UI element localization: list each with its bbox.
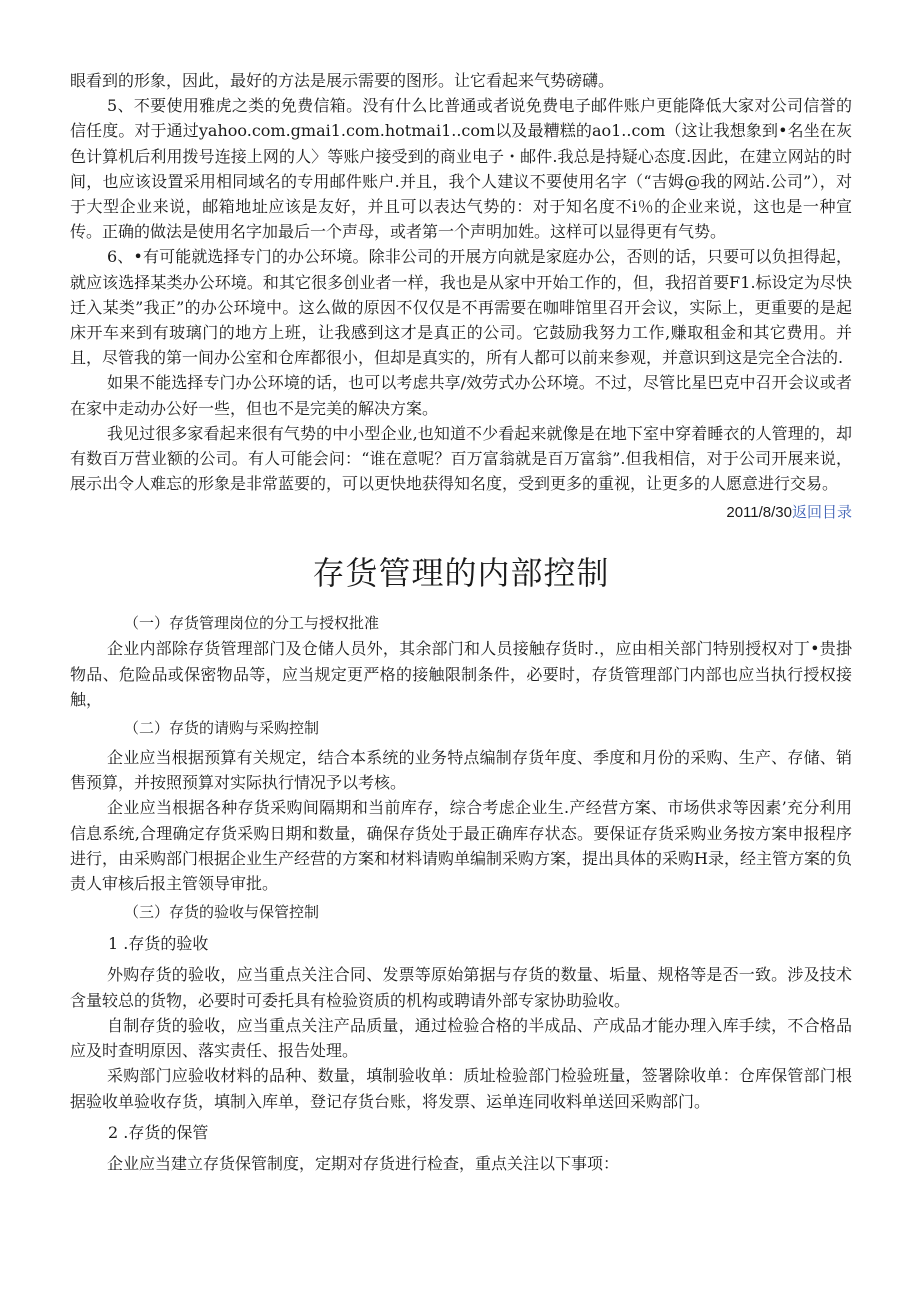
acceptance-paragraph-3: 采购部门应验收材料的品种、数量，填制验收单：质址检验部门检验班量，签署除收单：仓库保管部门根据验收单验收存货，填制入库单，登记存货台账，将发票、运单连同收料单送回采购部门。 [70, 1066, 852, 1111]
paragraph-5: 5、不要使用雅虎之类的免费信箱。没有什么比普通或者说免费电子邮件账户更能降低大家对公司信誉的信任度。对于通过yahoo.com.gmai1.com.hotmai1..com以及最糟糕的ao1..com（这让我想象到•名坐在灰色计算机后利用拨号连接上网的人〉等账户接受到的商业电子・邮件.我总是持疑心态度.因此，在建立网站的时间，也应该设置采用相同域名的专用邮件账户.并且，我个人建议不要使用名字（“吉姆@我的网站.公司”），对于大型企业来说，邮箱地址应该是友好，并且可以表达气势的：对于知名度不i％的企业来说，这也是一种宣传。正确的做法是使用名字加最后一个声母，或者第一个声明加姓。这样可以显得更有气势。 [70, 96, 852, 242]
paragraph-intro-tail: 眼看到的形象，因此，最好的方法是展示需要的图形。让它看起来气势磅礴。 [70, 71, 615, 90]
acceptance-paragraph-2: 自制存货的验收，应当重点关注产品质量，通过检验合格的半成品、产成品才能办理入库手续，不合格品应及时查明原因、落实责任、报告处理。 [70, 1015, 852, 1061]
storage-paragraph-1: 企业应当建立存货保管制度，定期对存货进行检查，重点关注以下事项： [107, 1153, 620, 1173]
date-text: 2011/8/30 [726, 504, 792, 522]
acceptance-paragraph-1: 外购存货的验收，应当重点关注合同、发票等原始第据与存货的数量、垢量、规格等是否一致。涉及技术含量较总的货物，必要时可委托具有检验资质的机构或聘请外部专家协助验收。 [70, 965, 852, 1010]
section-2-paragraph-2: 企业应当根据各种存货采购间隔期和当前库存，综合考虑企业生.产经营方案、市场供求等因素’充分利用信息系统,合理确定存货采购日期和数量，确保存货处于最正确库存状态。要保证存货采购业务按方案申报程序进行，由采购部门根据企业生产经营的方案和材料请购单编制采购方案，提出具体的采购H录，经主管方案的负责人审核后报主管领导审批。 [70, 798, 852, 894]
paragraph-7: 如果不能选择专门办公环境的话，也可以考虑共享/效劳式办公环境。不过，尽管比星巴克中召开会议或者在家中走动办公好一些，但也不是完美的解决方案。 [70, 373, 852, 418]
section-1-paragraph: 企业内部除存货管理部门及仓储人员外，其余部门和人员接触存货时.，应由相关部门特别授权对丁•贵掛物品、危险品或保密物品等，应当规定更严格的接触限制条件，必要时，存货管理部门内部也应当执行授权接触， [70, 639, 852, 709]
subheading-inventory-acceptance: 1 .存货的验收 [108, 934, 209, 954]
subheading-inventory-storage: 2 .存货的保管 [108, 1122, 209, 1142]
date-line [70, 500, 852, 525]
paragraph-8: 我见过很多家看起来很有气势的中小型企业,也知道不少看起来就像是在地下室中穿着睡衣的人管理的，却有数百万营业额的公司。有人可能会问：“谁在意呢？百万富翁就是百万富翁”.但我相信，对于公司开展来说，展示出令人难忘的形象是非常蓝要的，可以更快地获得知名度，受到更多的重视，让更多的人愿意进行交易。 [70, 423, 852, 494]
back-to-contents-link[interactable]: 返回目录 [791, 503, 852, 522]
article-title: 存货管理的内部控制 [312, 554, 610, 593]
section-heading-1: （一）存货管理岗位的分工与授权批准 [124, 614, 380, 633]
section-heading-3: （三）存货的验收与保管控制 [124, 903, 320, 922]
section-2-paragraph-1: 企业应当根据预算有关规定，结合本系统的业务特点编制存货年度、季度和月份的采购、生产、存储、销售预算，并按照预算对实际执行情况予以考核。 [70, 748, 852, 793]
document-page [70, 68, 852, 1176]
section-heading-2: （二）存货的请购与采购控制 [124, 719, 320, 738]
paragraph-6: 6、•有可能就选择专门的办公环境。除非公司的开展方向就是家庭办公，否则的话，只要可以负担得起，就应该选择某类办公环境。和其它很多创业者一样，我也是从家中开始工作的，但，我招首要F1.标设定为尽快迁入某类”我正”的办公环境中。这么做的原因不仅仅是不再需要在咖啡馆里召开会议，实际上，更重要的是起床开车来到有玻璃门的地方上班，让我感到这才是真正的公司。它鼓励我努力工作,赚取租金和其它费用。并且，尽管我的第一间办公室和仓库都很小，但却是真实的，所有人都可以前来参观，并意识到这是完全合法的. [70, 247, 852, 368]
